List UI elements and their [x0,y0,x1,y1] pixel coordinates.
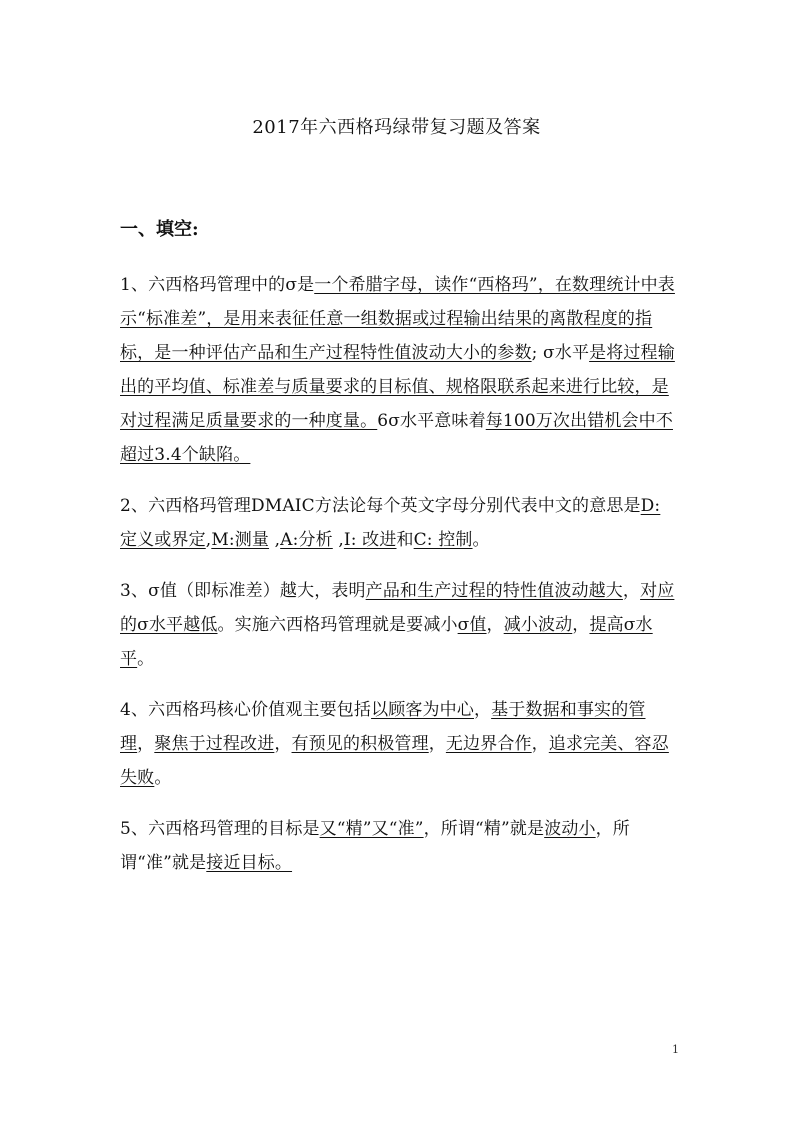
paragraph-run: 。实施六西格玛管理就是要减小 [217,615,458,635]
answer-paragraph-1 [120,268,676,472]
paragraph-run: , [269,530,281,550]
underlined-answer: 减小波动 [503,615,573,635]
document-title: 2017年六西格玛绿带复习题及答案 [252,117,541,138]
underlined-answer: 一个希腊字母，读作“西格玛”，在数理统计中表示“标准差”，是用来表征任意一组数据或过程输出结果的离散程度的指标，是一种评估产品和生产过程特性值波动大小的参数 [120,275,675,363]
paragraph-run: 和 [396,530,414,550]
underlined-answer: 追求完美、容忍失败 [120,734,669,788]
answer-paragraph-4 [120,693,676,795]
paragraph-run: ， [137,734,155,754]
underlined-answer: A:分析 [280,530,333,550]
underlined-answer: I: 改进 [343,530,397,550]
underlined-answer: 提高σ水平 [120,615,653,669]
paragraph-run: ， [486,615,504,635]
underlined-answer: 基于数据和事实的管理 [120,700,646,754]
paragraph-run: ; σ水平 [531,343,590,363]
paragraph-run: , [332,530,344,550]
paragraph-run: ，所谓“精”就是 [423,819,545,839]
paragraph-run: 1、六西格玛管理中的σ是 [120,275,315,295]
underlined-answer: 是将过程输出的平均值、标准差与质量要求的目标值、规格限联系起来进行比较，是对过程满足质量要求的一种度量。 [120,343,675,431]
underlined-answer: 无边界合作 [445,734,532,754]
underlined-answer: 波动小 [544,819,596,839]
paragraph-run: ， [274,734,292,754]
paragraph-run: 。 [154,768,172,788]
underlined-answer: 又“精”又“准” [319,819,424,839]
paragraph-run: ， [572,615,590,635]
underlined-answer: D:定义或界定 [120,496,661,550]
paragraph-run: 6σ水平意味着 [377,411,486,431]
paragraph-run: 3、σ值（即标准差）越大，表明 [120,581,366,601]
page-number: 1 [672,1043,679,1056]
underlined-answer: 产品和生产过程的特性值波动越大 [365,581,623,601]
paragraph-run: 5、六西格玛管理的目标是 [120,819,320,839]
underlined-answer: M:测量 [211,530,270,550]
paragraph-run: 4、六西格玛核心价值观主要包括 [120,700,372,720]
underlined-answer: 有预见的积极管理 [291,734,429,754]
paragraph-run: ，所谓“准”就是 [120,819,630,873]
answer-paragraph-3 [120,574,676,676]
paragraph-run: , [205,530,212,550]
underlined-answer: σ值 [457,615,487,635]
underlined-answer: C: 控制 [413,530,473,550]
underlined-answer: 每100万次出错机会中不超过3.4个缺陷。 [120,411,673,465]
paragraph-run: ， [428,734,446,754]
answer-paragraph-5 [120,812,676,880]
paragraph-run: 。 [472,530,490,550]
underlined-answer: 对应的σ水平越低 [120,581,675,635]
answer-content [120,268,676,897]
paragraph-run: ， [622,581,641,601]
paragraph-run: 2、六西格玛管理DMAIC方法论每个英文字母分别代表中文的意思是 [120,496,641,516]
underlined-answer: 接近目标。 [206,853,293,873]
section-heading: 一、填空: [120,219,199,240]
underlined-answer: 以顾客为中心 [371,700,474,720]
underlined-answer: 聚焦于过程改进 [154,734,275,754]
paragraph-run: ， [531,734,549,754]
paragraph-run: ， [473,700,492,720]
paragraph-run: 。 [137,649,155,669]
answer-paragraph-2 [120,489,676,557]
